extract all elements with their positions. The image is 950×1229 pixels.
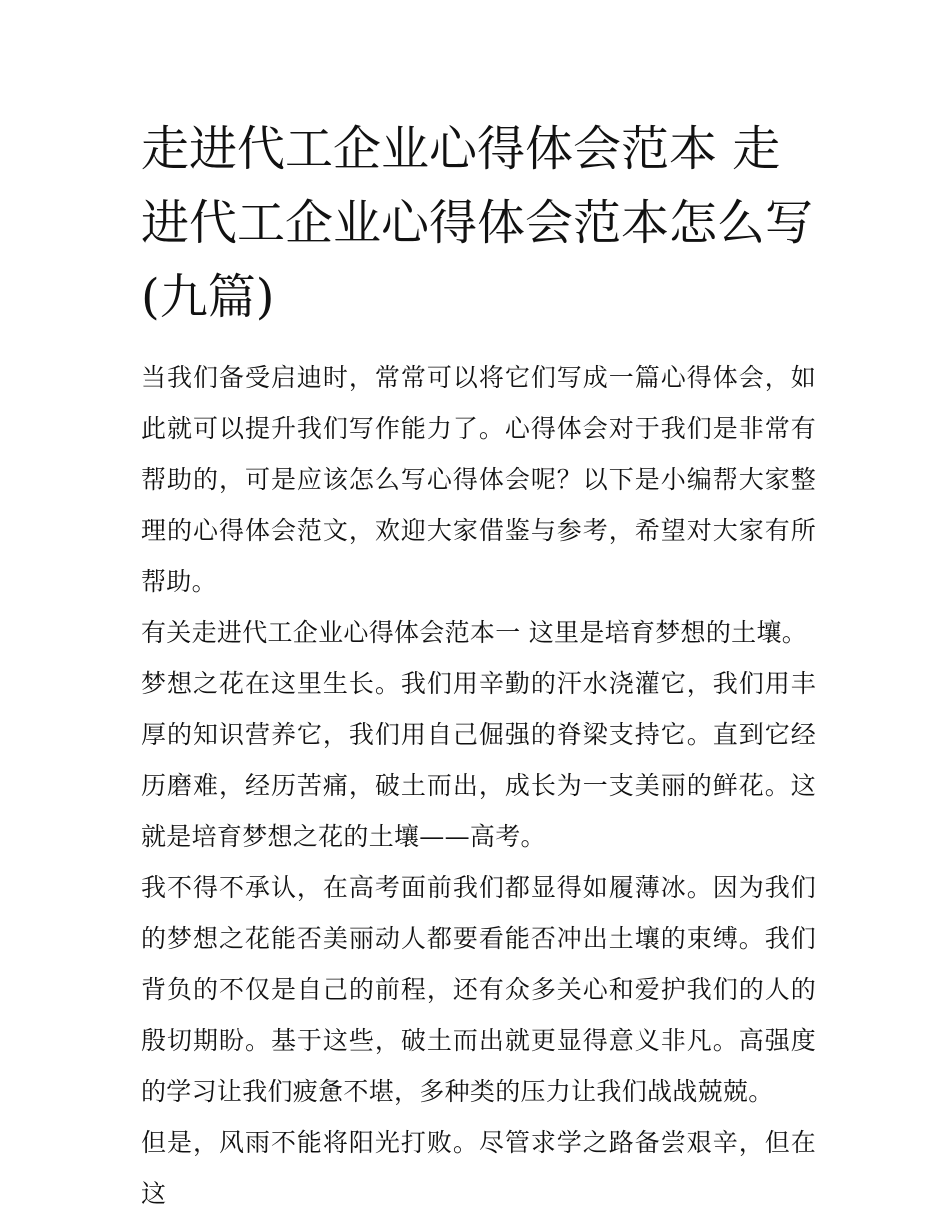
paragraph-section-heading: 有关走进代工企业心得体会范本一 这里是培育梦想的土壤。 [141,618,808,647]
paragraph-intro: 当我们备受启迪时，常常可以将它们写成一篇心得体会，如此就可以提升我们写作能力了。心得体会对于我们是非常有帮助的，可是应该怎么写心得体会呢？以下是小编帮大家整理的心得体会范文，欢迎大家借鉴与参考，希望对大家有所帮助。 [141,363,816,596]
document-content [141,112,816,1219]
paragraph-sunshine: 但是，风雨不能将阳光打败。尽管求学之路备尝艰辛，但在这 [141,1128,816,1208]
document-body [141,352,816,1219]
paragraph-pressure: 我不得不承认，在高考面前我们都显得如履薄冰。因为我们的梦想之花能否美丽动人都要看能否冲出土壤的束缚。我们背负的不仅是自己的前程，还有众多关心和爱护我们的人的殷切期盼。基于这些，破土而出就更显得意义非凡。高强度的学习让我们疲惫不堪，多种类的压力让我们战战兢兢。 [141,873,816,1106]
document-title: 走进代工企业心得体会范本 走进代工企业心得体会范本怎么写(九篇) [141,121,814,325]
paragraph-dream-flower: 梦想之花在这里生长。我们用辛勤的汗水浇灌它，我们用丰厚的知识营养它，我们用自己倔强的脊梁支持它。直到它经历磨难，经历苦痛，破土而出，成长为一支美丽的鲜花。这就是培育梦想之花的土壤——高考。 [141,669,816,851]
